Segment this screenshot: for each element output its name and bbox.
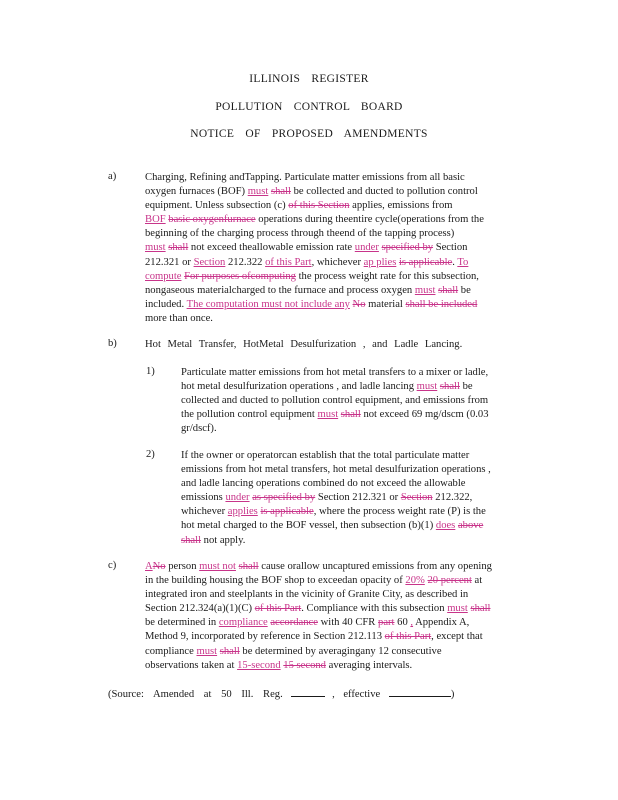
text-run: compliance [145, 645, 197, 657]
text-run: with 40 CFR [317, 617, 379, 629]
section-b-title: Hot Metal Transfer, HotMetal Desulfurization , and Ladle Lancing. [145, 339, 463, 350]
inserted-text: under [354, 242, 379, 254]
deleted-text: as specified by [252, 492, 316, 504]
inserted-text: The computation must not include any [186, 298, 350, 310]
deleted-text: basic oxygenfurnace [168, 214, 256, 226]
text-run: be determined by averagingany 12 consecutive [239, 645, 442, 657]
text-run: the process weight rate for this subsection, [295, 270, 479, 282]
text-line [181, 449, 528, 463]
inserted-text: 15-second [237, 659, 281, 671]
deleted-text: shall [470, 603, 491, 615]
text-line [145, 171, 531, 185]
text-run: Particulate matter emissions from hot metal transfers to a mixer or ladle, [181, 367, 489, 378]
text-run: 212.322, [432, 492, 473, 504]
inserted-text: must not [199, 561, 236, 572]
inserted-text: 20% [405, 575, 425, 587]
text-run: . [452, 256, 458, 268]
inserted-text: must [414, 284, 436, 296]
source-effective-text: , effective [332, 689, 381, 700]
text-run: 60 [394, 617, 411, 629]
deleted-text: is applicable [260, 506, 314, 518]
text-line [181, 422, 528, 436]
deleted-text: of this Part [384, 631, 432, 643]
section-b1-text [181, 366, 528, 436]
text-run: person [165, 561, 200, 572]
text-run: hot metal desulfurization operations , and ladle lancing [181, 381, 417, 393]
text-run: not exceed 69 mg/dscm (0.03 [360, 409, 489, 421]
text-run: Section [433, 242, 468, 254]
text-line [181, 380, 528, 394]
text-line [181, 519, 528, 533]
deleted-text: 20 percent [427, 575, 472, 587]
inserted-text: must [196, 645, 218, 657]
text-run: and ladle lancing operations combined do not exceed the allowable [181, 478, 466, 490]
text-run: nongaseous materialcharged to the furnace and process oxygen [145, 284, 415, 296]
section-c-label: c) [108, 560, 117, 571]
text-run: whichever [181, 506, 228, 518]
inserted-text: must [247, 186, 269, 198]
text-line [145, 227, 531, 241]
inserted-text: does [435, 520, 456, 532]
text-line [145, 602, 528, 616]
source-close-paren: ) [450, 689, 455, 700]
text-line [145, 630, 528, 644]
deleted-text: shall [438, 284, 459, 296]
text-line [145, 270, 531, 284]
text-run: beginning of the charging process through theend of the tapping process) [145, 228, 455, 240]
deleted-text: No [152, 561, 166, 572]
text-line [181, 534, 528, 548]
text-line [181, 408, 528, 422]
inserted-text: must [416, 381, 438, 393]
text-run: not exceed theallowable emission rate [188, 242, 355, 254]
text-line [145, 185, 531, 199]
deleted-text: shall [439, 381, 460, 393]
text-run: Method 9, incorporated by reference in Section 212.113 [145, 631, 385, 643]
text-line [145, 560, 528, 574]
section-a-text [145, 171, 531, 326]
text-run: not apply. [201, 534, 246, 546]
text-run: be determined in [145, 617, 219, 629]
section-c-text [145, 560, 528, 673]
deleted-text: Section [400, 492, 433, 504]
inserted-text: must [317, 409, 339, 421]
deleted-text: accordance [270, 617, 318, 629]
source-amended-text: (Source: Amended at 50 Ill. Reg. [108, 689, 283, 700]
register-title: ILLINOIS REGISTER [249, 73, 369, 85]
text-run: emissions [181, 492, 226, 504]
text-run: , whichever [311, 256, 364, 268]
section-b1-label: 1) [146, 366, 155, 377]
text-run: cause orallow uncaptured emissions from any opening [258, 561, 492, 572]
inserted-text: ap plies [363, 256, 397, 268]
effective-date-blank [389, 686, 451, 697]
text-run: the pollution control equipment [181, 409, 318, 421]
inserted-text: compute [145, 270, 182, 282]
deleted-text: is applicable [398, 256, 453, 268]
text-run: averaging intervals. [325, 659, 413, 671]
deleted-text: 15 second [283, 659, 326, 671]
text-run: observations taken at [145, 659, 238, 671]
deleted-text: above [457, 520, 484, 532]
text-run: , where the process weight rate (P) is the [313, 506, 486, 518]
text-run: Section 212.321 or [315, 492, 401, 504]
text-line [181, 394, 528, 408]
inserted-text: , [410, 617, 414, 629]
text-run: operations during theentire cycle(operations from the [255, 214, 484, 226]
text-run: . Compliance with this subsection [301, 603, 448, 615]
inserted-text: compliance [218, 617, 268, 629]
text-run: more than once. [145, 312, 213, 324]
text-run: If the owner or operatorcan establish that the total particulate matter [181, 450, 470, 461]
inserted-text: A [145, 561, 153, 572]
text-line [145, 256, 531, 270]
text-line [145, 312, 531, 326]
text-run: be collected and ducted to pollution control [290, 186, 478, 198]
text-run: 212.322 [225, 256, 266, 268]
text-line [181, 505, 528, 519]
text-run: be [458, 284, 471, 296]
text-line [145, 241, 531, 255]
text-run: in the building housing the BOF shop to exceedan opacity of [145, 575, 406, 587]
text-line [145, 659, 528, 673]
source-note [108, 686, 454, 700]
inserted-text: To [457, 256, 469, 268]
text-line [145, 588, 528, 602]
deleted-text: of this Part [254, 603, 302, 615]
text-run: 212.321 or [145, 256, 194, 268]
text-run: be [459, 381, 473, 393]
text-run: material [365, 298, 406, 310]
text-run: at [471, 575, 483, 587]
text-run: oxygen furnaces (BOF) [145, 186, 248, 198]
notice-title: NOTICE OF PROPOSED AMENDMENTS [190, 128, 428, 140]
text-line [181, 477, 528, 491]
section-b2-label: 2) [146, 449, 155, 460]
text-run: applies, emissions from [349, 200, 453, 212]
text-line [145, 284, 531, 298]
text-run: collected and ducted to pollution control equipment, and emissions from [181, 395, 489, 407]
section-b2-text [181, 449, 528, 548]
text-run: included. [145, 298, 187, 310]
text-run: Charging, Refining andTapping. Particulate matter emissions from all basic [145, 172, 465, 183]
text-line [145, 574, 528, 588]
deleted-text: shall [219, 645, 240, 657]
deleted-text: of this Section [288, 200, 350, 212]
text-run: integrated iron and steelplants in the vicinity of Granite City, as described in [145, 589, 469, 601]
section-a-label: a) [108, 171, 117, 182]
deleted-text: shall [238, 561, 259, 572]
deleted-text: specified by [381, 242, 434, 254]
text-line [181, 366, 528, 380]
text-run: gr/dscf). [181, 423, 217, 435]
inserted-text: must [447, 603, 468, 615]
text-run: emissions from hot metal transfers, hot metal desulfurization operations , [181, 464, 491, 476]
inserted-text: applies [227, 506, 258, 518]
text-run: hot metal charged to the BOF vessel, then subsection (b)(1) [181, 520, 436, 532]
text-line [145, 616, 528, 630]
deleted-text: No [352, 298, 366, 310]
inserted-text: must [145, 242, 166, 254]
text-line [181, 463, 528, 477]
text-run: equipment. Unless subsection (c) [145, 200, 289, 212]
section-b-label: b) [108, 338, 117, 349]
text-run: , except that [431, 631, 483, 643]
inserted-text: under [225, 492, 250, 504]
text-line [181, 491, 528, 505]
deleted-text: shall be included [405, 298, 478, 310]
deleted-text: shall [340, 409, 361, 421]
text-line [145, 213, 531, 227]
inserted-text: Section [193, 256, 226, 268]
deleted-text: shall [168, 242, 189, 254]
deleted-text: shall [270, 186, 291, 198]
deleted-text: For purposes ofcomputing [184, 270, 296, 282]
register-volume-blank [291, 686, 325, 697]
text-run: Section 212.324(a)(1)(C) [145, 603, 255, 615]
deleted-text: shall [181, 534, 202, 546]
text-run: Appendix A, [413, 617, 470, 629]
deleted-text: part [378, 617, 395, 629]
inserted-text: BOF [145, 214, 166, 226]
text-line [145, 199, 531, 213]
board-title: POLLUTION CONTROL BOARD [215, 101, 403, 113]
inserted-text: of this Part [265, 256, 312, 268]
text-line [145, 298, 531, 312]
text-line [145, 645, 528, 659]
